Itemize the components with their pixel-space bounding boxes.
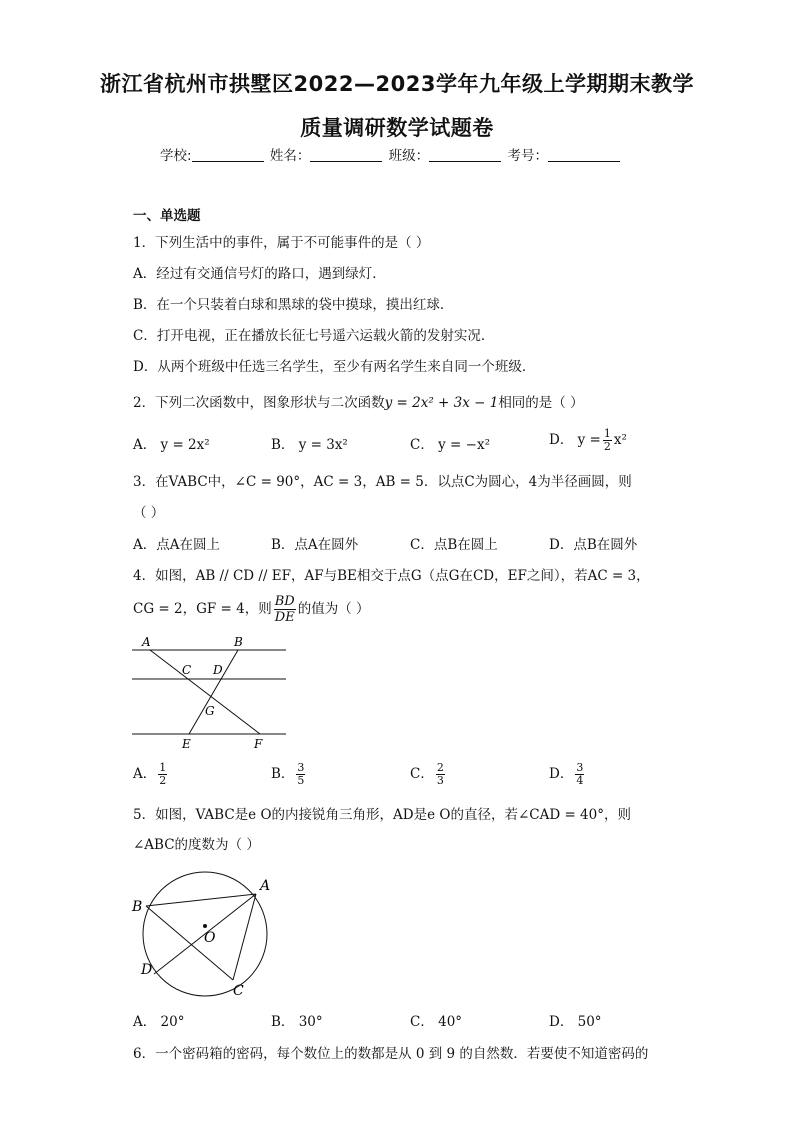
q5-option-b: B． 30° [271,1014,323,1030]
exam-title-line1: 浙江省杭州市拱墅区2022—2023学年九年级上学期期末教学 [100,72,694,96]
q4-ratio-fraction [274,594,296,625]
fraction-numerator: 3 [576,761,584,774]
name-label: 姓名： [269,148,311,164]
name-blank[interactable] [310,148,382,162]
q2-option-d-fraction [603,428,612,453]
fraction-numerator: BD [274,594,295,609]
segment-ac [233,894,256,980]
q4-stem-line2-pre: CG = 2，GF = 4，则 [133,601,272,617]
segment-af [150,650,260,734]
school-label: 学校: [160,148,192,164]
label-b: B [132,899,143,915]
q2-stem-function: y = 2x² + 3x − 1 [384,395,499,411]
label-f: F [254,737,263,751]
option-fraction [296,762,305,787]
label-a: A [260,878,271,894]
option-prefix: B． [271,766,295,782]
class-blank[interactable] [429,148,501,162]
label-e: E [182,737,191,751]
q2-option-d [549,428,627,453]
q2-stem-pre: 2．下列二次函数中，图象形状与二次函数 [133,395,385,411]
q5-stem-line1: 5．如图，VABC是e O的内接锐角三角形，AD是e O的直径，若∠CAD = 40°，则 [133,807,631,823]
q1-option-a: A．经过有交通信号灯的路口，遇到绿灯． [133,266,386,282]
q1-option-c: C．打开电视，正在播放长征七号遥六运载火箭的发射实况． [133,328,495,344]
q3-stem-line1: 3．在VABC中，∠C = 90°，AC = 3，AB = 5．以点C为圆心，4为半径画圆，则 [133,474,632,490]
q3-option-d: D．点B在圆外 [549,537,638,553]
q1-option-d: D．从两个班级中任选三名学生，至少有两名学生来自同一个班级． [133,359,536,375]
q4-stem-line2-post: 的值为（ ） [297,601,370,617]
student-info-row [160,144,622,164]
label-a: A [142,635,151,649]
number-blank[interactable] [548,148,620,162]
q4-option-d [549,762,586,787]
fraction-denominator: 3 [436,774,444,787]
q1-option-b: B．在一个只装着白球和黑球的袋中摸球，摸出红球． [133,297,454,313]
segment-bc [146,906,233,980]
q3-option-b: B．点A在圆外 [271,537,359,553]
option-prefix: C． [410,766,434,782]
q3-option-c: C．点B在圆上 [410,537,498,553]
q4-parallel-lines-figure [128,632,298,754]
q4-option-c [410,762,447,787]
center-point-o [203,924,207,928]
q5-option-d: D． 50° [549,1014,602,1030]
fraction-denominator: 2 [603,440,611,453]
section-heading: 一、单选题 [133,208,201,224]
q2-option-a: A． y = 2x² [133,437,210,453]
fraction-numerator: 1 [159,761,167,774]
class-label: 班级： [388,148,430,164]
q1-stem: 1．下列生活中的事件，属于不可能事件的是（ ） [133,235,430,251]
fraction-denominator: 4 [576,774,584,787]
q5-stem-line2: ∠ABC的度数为（ ） [133,837,260,853]
fraction-denominator: 5 [297,774,305,787]
q2-option-b: B． y = 3x² [271,437,348,453]
label-c: C [182,663,192,677]
q2-stem-post: 相同的是（ ） [498,395,584,411]
q5-option-c: C． 40° [410,1014,463,1030]
segment-ab [146,894,256,906]
q2-option-c: C． y = −x² [410,437,490,453]
q4-option-a [133,762,169,787]
label-o: O [204,930,216,946]
option-prefix: D． [549,766,574,782]
q4-option-b [271,762,307,787]
fraction-numerator: 2 [436,761,444,774]
label-d: D [141,962,153,978]
q5-option-a: A． 20° [133,1014,185,1030]
q2-stem [133,394,584,412]
fraction-numerator: 3 [297,761,305,774]
option-fraction [158,762,167,787]
q5-circle-figure [128,862,288,1004]
exam-title-line2: 质量调研数学试题卷 [300,116,494,140]
fraction-denominator: DE [274,610,295,625]
label-g: G [205,704,215,718]
q2-option-d-pre: D． y = [549,432,601,448]
option-fraction [436,762,445,787]
fraction-denominator: 2 [159,774,167,787]
q4-stem-line1: 4．如图，AB // CD // EF，AF与BE相交于点G（点G在CD，EF之间），若AC = 3， [133,568,650,584]
number-label: 考号： [507,148,548,164]
q3-option-a: A．点A在圆上 [133,537,220,553]
q3-stem-line2: （ ） [133,505,165,521]
label-d: D [213,663,223,677]
option-fraction [575,762,584,787]
q6-stem-line1: 6．一个密码箱的密码，每个数位上的数都是从 0 到 9 的自然数．若要使不知道密码的 [133,1046,649,1062]
label-b: B [234,635,243,649]
label-c: C [233,983,244,999]
option-prefix: A． [133,766,157,782]
fraction-numerator: 1 [603,427,611,440]
q4-stem-line2 [133,594,370,625]
school-blank[interactable] [192,148,264,162]
q2-option-d-post: x² [613,432,627,448]
